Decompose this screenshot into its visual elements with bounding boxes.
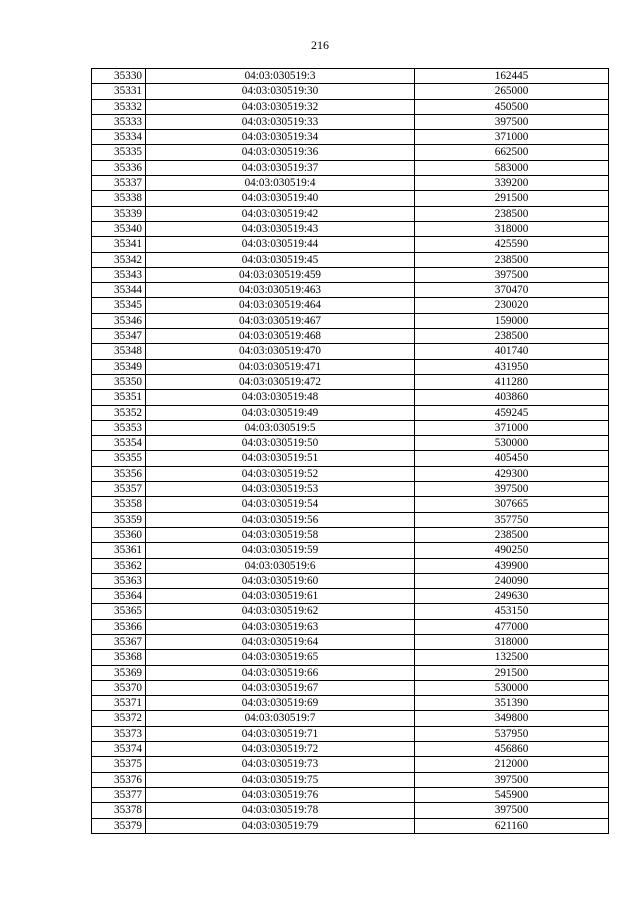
cadastral-value-cell: 583000 xyxy=(415,160,609,175)
table-row xyxy=(92,130,609,145)
table-row xyxy=(92,374,609,389)
table-row xyxy=(92,803,609,818)
table-row xyxy=(92,313,609,328)
cadastral-value-cell: 530000 xyxy=(415,680,609,695)
row-number-cell: 35343 xyxy=(92,267,146,282)
table-row xyxy=(92,359,609,374)
row-number-cell: 35340 xyxy=(92,221,146,236)
cadastral-number-cell: 04:03:030519:60 xyxy=(146,573,415,588)
cadastral-number-cell: 04:03:030519:72 xyxy=(146,742,415,757)
cadastral-number-cell: 04:03:030519:64 xyxy=(146,634,415,649)
table-body xyxy=(92,69,609,834)
table-row xyxy=(92,466,609,481)
table-row xyxy=(92,267,609,282)
table-row xyxy=(92,604,609,619)
row-number-cell: 35353 xyxy=(92,420,146,435)
cadastral-number-cell: 04:03:030519:32 xyxy=(146,99,415,114)
table-row xyxy=(92,589,609,604)
row-number-cell: 35330 xyxy=(92,69,146,84)
table-row xyxy=(92,512,609,527)
table-row xyxy=(92,405,609,420)
cadastral-number-cell: 04:03:030519:69 xyxy=(146,696,415,711)
table-row xyxy=(92,680,609,695)
table-row xyxy=(92,726,609,741)
row-number-cell: 35371 xyxy=(92,696,146,711)
row-number-cell: 35336 xyxy=(92,160,146,175)
cadastral-number-cell: 04:03:030519:36 xyxy=(146,145,415,160)
row-number-cell: 35341 xyxy=(92,237,146,252)
row-number-cell: 35337 xyxy=(92,176,146,191)
table-row xyxy=(92,221,609,236)
row-number-cell: 35362 xyxy=(92,558,146,573)
table-row xyxy=(92,558,609,573)
cadastral-number-cell: 04:03:030519:49 xyxy=(146,405,415,420)
page-number: 216 xyxy=(311,38,329,52)
cadastral-number-cell: 04:03:030519:467 xyxy=(146,313,415,328)
cadastral-number-cell: 04:03:030519:78 xyxy=(146,803,415,818)
table-row xyxy=(92,451,609,466)
cadastral-value-cell: 397500 xyxy=(415,114,609,129)
row-number-cell: 35369 xyxy=(92,665,146,680)
cadastral-number-cell: 04:03:030519:50 xyxy=(146,436,415,451)
row-number-cell: 35364 xyxy=(92,589,146,604)
table-row xyxy=(92,665,609,680)
cadastral-value-cell: 545900 xyxy=(415,787,609,802)
row-number-cell: 35375 xyxy=(92,757,146,772)
table-row xyxy=(92,420,609,435)
row-number-cell: 35367 xyxy=(92,634,146,649)
cadastral-number-cell: 04:03:030519:44 xyxy=(146,237,415,252)
table-row xyxy=(92,252,609,267)
cadastral-number-cell: 04:03:030519:48 xyxy=(146,390,415,405)
row-number-cell: 35334 xyxy=(92,130,146,145)
cadastral-value-cell: 357750 xyxy=(415,512,609,527)
cadastral-number-cell: 04:03:030519:7 xyxy=(146,711,415,726)
row-number-cell: 35350 xyxy=(92,374,146,389)
row-number-cell: 35349 xyxy=(92,359,146,374)
cadastral-value-cell: 397500 xyxy=(415,267,609,282)
table-row xyxy=(92,482,609,497)
row-number-cell: 35342 xyxy=(92,252,146,267)
cadastral-value-cell: 291500 xyxy=(415,665,609,680)
cadastral-value-cell: 238500 xyxy=(415,527,609,542)
cadastral-value-cell: 238500 xyxy=(415,206,609,221)
row-number-cell: 35332 xyxy=(92,99,146,114)
row-number-cell: 35363 xyxy=(92,573,146,588)
row-number-cell: 35355 xyxy=(92,451,146,466)
table-row xyxy=(92,818,609,833)
cadastral-value-cell: 403860 xyxy=(415,390,609,405)
cadastral-value-cell: 291500 xyxy=(415,191,609,206)
row-number-cell: 35356 xyxy=(92,466,146,481)
cadastral-value-cell: 349800 xyxy=(415,711,609,726)
row-number-cell: 35366 xyxy=(92,619,146,634)
table-row xyxy=(92,160,609,175)
table-row xyxy=(92,237,609,252)
table-row xyxy=(92,497,609,512)
table-row xyxy=(92,99,609,114)
cadastral-number-cell: 04:03:030519:76 xyxy=(146,787,415,802)
cadastral-number-cell: 04:03:030519:4 xyxy=(146,176,415,191)
cadastral-number-cell: 04:03:030519:5 xyxy=(146,420,415,435)
cadastral-number-cell: 04:03:030519:30 xyxy=(146,84,415,99)
cadastral-number-cell: 04:03:030519:3 xyxy=(146,69,415,84)
row-number-cell: 35360 xyxy=(92,527,146,542)
cadastral-value-cell: 318000 xyxy=(415,221,609,236)
row-number-cell: 35348 xyxy=(92,344,146,359)
table-row xyxy=(92,176,609,191)
cadastral-value-cell: 240090 xyxy=(415,573,609,588)
row-number-cell: 35368 xyxy=(92,650,146,665)
cadastral-number-cell: 04:03:030519:52 xyxy=(146,466,415,481)
row-number-cell: 35351 xyxy=(92,390,146,405)
cadastral-number-cell: 04:03:030519:43 xyxy=(146,221,415,236)
cadastral-value-cell: 371000 xyxy=(415,130,609,145)
table-row xyxy=(92,69,609,84)
cadastral-number-cell: 04:03:030519:6 xyxy=(146,558,415,573)
cadastral-value-cell: 238500 xyxy=(415,329,609,344)
cadastral-number-cell: 04:03:030519:79 xyxy=(146,818,415,833)
row-number-cell: 35378 xyxy=(92,803,146,818)
table-row xyxy=(92,84,609,99)
row-number-cell: 35379 xyxy=(92,818,146,833)
cadastral-value-cell: 439900 xyxy=(415,558,609,573)
cadastral-number-cell: 04:03:030519:61 xyxy=(146,589,415,604)
cadastral-number-cell: 04:03:030519:459 xyxy=(146,267,415,282)
cadastral-value-cell: 431950 xyxy=(415,359,609,374)
table-row xyxy=(92,650,609,665)
cadastral-number-cell: 04:03:030519:34 xyxy=(146,130,415,145)
cadastral-value-cell: 397500 xyxy=(415,772,609,787)
table-row xyxy=(92,696,609,711)
cadastral-value-cell: 662500 xyxy=(415,145,609,160)
cadastral-number-cell: 04:03:030519:53 xyxy=(146,482,415,497)
table-row xyxy=(92,742,609,757)
cadastral-number-cell: 04:03:030519:464 xyxy=(146,298,415,313)
table-row xyxy=(92,145,609,160)
cadastral-value-cell: 339200 xyxy=(415,176,609,191)
cadastral-value-cell: 238500 xyxy=(415,252,609,267)
cadastral-number-cell: 04:03:030519:59 xyxy=(146,543,415,558)
table-row xyxy=(92,634,609,649)
table-row xyxy=(92,573,609,588)
cadastral-number-cell: 04:03:030519:58 xyxy=(146,527,415,542)
cadastral-number-cell: 04:03:030519:42 xyxy=(146,206,415,221)
cadastral-value-cell: 265000 xyxy=(415,84,609,99)
cadastral-value-cell: 411280 xyxy=(415,374,609,389)
row-number-cell: 35373 xyxy=(92,726,146,741)
cadastral-value-cell: 425590 xyxy=(415,237,609,252)
row-number-cell: 35365 xyxy=(92,604,146,619)
cadastral-number-cell: 04:03:030519:67 xyxy=(146,680,415,695)
row-number-cell: 35376 xyxy=(92,772,146,787)
row-number-cell: 35347 xyxy=(92,329,146,344)
row-number-cell: 35345 xyxy=(92,298,146,313)
cadastral-value-cell: 397500 xyxy=(415,482,609,497)
table-row xyxy=(92,298,609,313)
cadastral-value-cell: 371000 xyxy=(415,420,609,435)
cadastral-number-cell: 04:03:030519:471 xyxy=(146,359,415,374)
cadastral-value-table xyxy=(91,68,609,834)
row-number-cell: 35372 xyxy=(92,711,146,726)
table-row xyxy=(92,619,609,634)
cadastral-value-cell: 230020 xyxy=(415,298,609,313)
cadastral-number-cell: 04:03:030519:73 xyxy=(146,757,415,772)
row-number-cell: 35331 xyxy=(92,84,146,99)
cadastral-value-cell: 453150 xyxy=(415,604,609,619)
table-row xyxy=(92,757,609,772)
cadastral-number-cell: 04:03:030519:75 xyxy=(146,772,415,787)
table-row xyxy=(92,206,609,221)
cadastral-value-cell: 318000 xyxy=(415,634,609,649)
cadastral-number-cell: 04:03:030519:37 xyxy=(146,160,415,175)
row-number-cell: 35357 xyxy=(92,482,146,497)
table-row xyxy=(92,283,609,298)
table-row xyxy=(92,711,609,726)
cadastral-value-cell: 530000 xyxy=(415,436,609,451)
cadastral-number-cell: 04:03:030519:472 xyxy=(146,374,415,389)
cadastral-number-cell: 04:03:030519:40 xyxy=(146,191,415,206)
row-number-cell: 35352 xyxy=(92,405,146,420)
table-row xyxy=(92,543,609,558)
table-row xyxy=(92,772,609,787)
cadastral-number-cell: 04:03:030519:470 xyxy=(146,344,415,359)
row-number-cell: 35344 xyxy=(92,283,146,298)
table-row xyxy=(92,527,609,542)
table-row xyxy=(92,787,609,802)
cadastral-number-cell: 04:03:030519:62 xyxy=(146,604,415,619)
cadastral-number-cell: 04:03:030519:45 xyxy=(146,252,415,267)
cadastral-value-cell: 370470 xyxy=(415,283,609,298)
cadastral-value-cell: 537950 xyxy=(415,726,609,741)
table-row xyxy=(92,390,609,405)
table-row xyxy=(92,329,609,344)
row-number-cell: 35374 xyxy=(92,742,146,757)
cadastral-number-cell: 04:03:030519:54 xyxy=(146,497,415,512)
cadastral-value-cell: 456860 xyxy=(415,742,609,757)
cadastral-number-cell: 04:03:030519:65 xyxy=(146,650,415,665)
table-row xyxy=(92,191,609,206)
cadastral-value-cell: 212000 xyxy=(415,757,609,772)
row-number-cell: 35354 xyxy=(92,436,146,451)
cadastral-value-cell: 162445 xyxy=(415,69,609,84)
row-number-cell: 35338 xyxy=(92,191,146,206)
cadastral-value-cell: 429300 xyxy=(415,466,609,481)
cadastral-number-cell: 04:03:030519:33 xyxy=(146,114,415,129)
cadastral-number-cell: 04:03:030519:51 xyxy=(146,451,415,466)
cadastral-value-cell: 477000 xyxy=(415,619,609,634)
table-row xyxy=(92,114,609,129)
cadastral-value-cell: 490250 xyxy=(415,543,609,558)
cadastral-number-cell: 04:03:030519:56 xyxy=(146,512,415,527)
cadastral-value-cell: 405450 xyxy=(415,451,609,466)
cadastral-value-cell: 401740 xyxy=(415,344,609,359)
cadastral-value-cell: 459245 xyxy=(415,405,609,420)
cadastral-value-cell: 397500 xyxy=(415,803,609,818)
cadastral-number-cell: 04:03:030519:71 xyxy=(146,726,415,741)
row-number-cell: 35333 xyxy=(92,114,146,129)
table-row xyxy=(92,344,609,359)
table-row xyxy=(92,436,609,451)
cadastral-number-cell: 04:03:030519:468 xyxy=(146,329,415,344)
row-number-cell: 35377 xyxy=(92,787,146,802)
cadastral-value-cell: 307665 xyxy=(415,497,609,512)
row-number-cell: 35335 xyxy=(92,145,146,160)
row-number-cell: 35370 xyxy=(92,680,146,695)
row-number-cell: 35361 xyxy=(92,543,146,558)
row-number-cell: 35359 xyxy=(92,512,146,527)
cadastral-number-cell: 04:03:030519:66 xyxy=(146,665,415,680)
row-number-cell: 35346 xyxy=(92,313,146,328)
cadastral-number-cell: 04:03:030519:63 xyxy=(146,619,415,634)
cadastral-value-cell: 450500 xyxy=(415,99,609,114)
row-number-cell: 35339 xyxy=(92,206,146,221)
cadastral-value-cell: 621160 xyxy=(415,818,609,833)
cadastral-value-cell: 351390 xyxy=(415,696,609,711)
cadastral-value-cell: 132500 xyxy=(415,650,609,665)
row-number-cell: 35358 xyxy=(92,497,146,512)
cadastral-value-cell: 249630 xyxy=(415,589,609,604)
cadastral-number-cell: 04:03:030519:463 xyxy=(146,283,415,298)
cadastral-value-cell: 159000 xyxy=(415,313,609,328)
